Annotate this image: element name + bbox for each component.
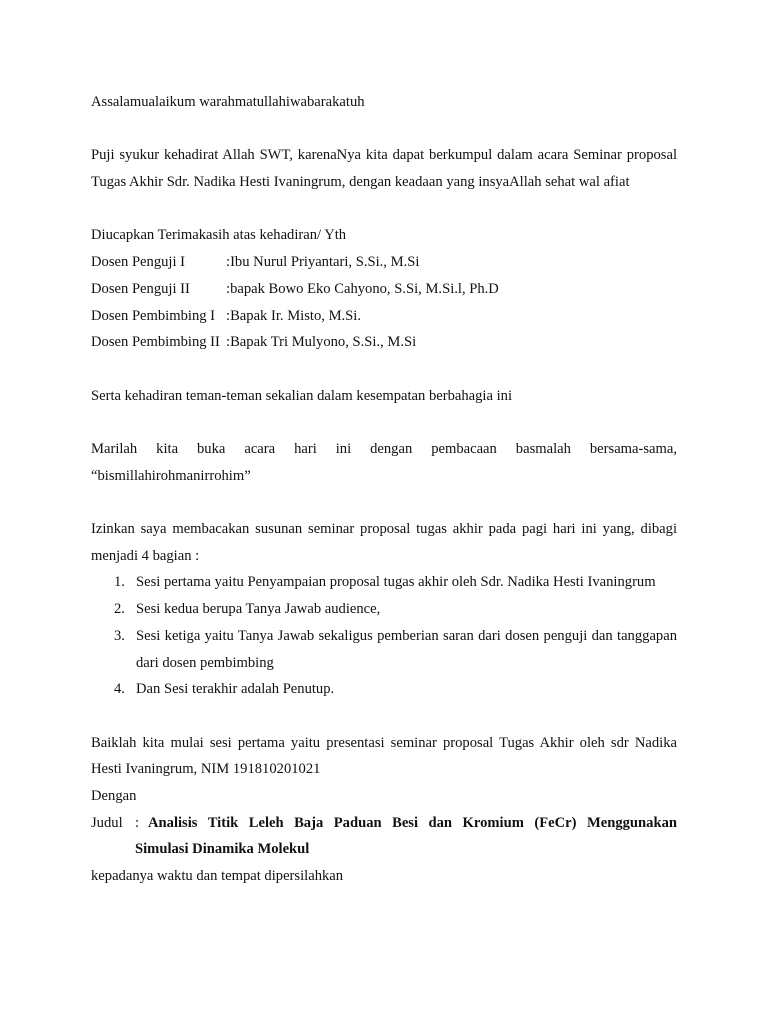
agenda-intro: Izinkan saya membacakan susunan seminar proposal tugas akhir pada pagi hari ini yang, dibagi menjadi 4 bagian : [91,521,677,564]
guest-separator: : [226,280,231,297]
title-label: Judul [91,814,123,831]
list-text: Sesi ketiga yaitu Tanya Jawab sekaligus pemberian saran dari dosen penguji dan tanggapan dari dosen pembimbing [136,627,677,671]
intro-paragraph: Puji syukur kehadirat Allah SWT, karenaNya kita dapat berkumpul dalam acara Seminar proposal Tugas Akhir Sdr. Nadika Hesti Ivaningrum, dengan keadaan yang insyaAllah sehat wal afiat [91,147,677,191]
list-number: 1. [114,574,125,591]
guest-role: Dosen Penguji I [91,254,186,271]
list-item [91,596,677,623]
friends-line: Serta kehadiran teman-teman sekalian dalam kesempatan berbahagia ini [91,387,513,404]
spacer [91,196,677,223]
start-paragraph: Baiklah kita mulai sesi pertama yaitu presentasi seminar proposal Tugas Akhir oleh sdr Nadika Hesti Ivaningrum, NIM 191810201021 [91,734,677,778]
guest-row [91,249,677,276]
document-page [91,89,677,890]
list-item [91,569,677,596]
guest-role: Dosen Pembimbing II [91,334,220,351]
list-number: 4. [114,681,125,698]
list-number: 3. [114,627,125,644]
spacer [91,356,677,383]
thesis-title-line2: Simulasi Dinamika Molekul [135,841,310,858]
greeting: Assalamualaikum warahmatullahiwabarakatuh [91,94,365,110]
guest-role: Dosen Penguji II [91,280,190,297]
list-text: Sesi kedua berupa Tanya Jawab audience, [136,601,381,618]
guest-role: Dosen Pembimbing I [91,307,216,324]
guest-row [91,303,677,330]
basmalah-paragraph: Marilah kita buka acara hari ini dengan pembacaan basmalah bersama-sama, “bismillahirohmanirrohim” [91,440,677,484]
title-colon: : [135,814,140,831]
thesis-title [135,810,677,863]
spacer [91,489,677,516]
list-item [91,676,677,703]
guest-name: bapak Bowo Eko Cahyono, S.Si, M.Si.l, Ph.D [230,280,499,297]
spacer [91,703,677,730]
guest-name: Bapak Tri Mulyono, S.Si., M.Si [230,334,417,351]
session-list [91,569,677,703]
list-item [91,623,677,676]
list-text: Sesi pertama yaitu Penyampaian proposal tugas akhir oleh Sdr. Nadika Hesti Ivaningrum [136,574,656,591]
thesis-title-line1: Analisis Titik Leleh Baja Paduan Besi dan Kromium (FeCr) Menggunakan [148,814,677,831]
guest-separator: : [226,334,231,351]
guest-separator: : [226,307,231,324]
spacer [91,116,677,143]
thanks-line: Diucapkan Terimakasih atas kehadiran/ Yth [91,227,347,244]
guest-row [91,329,677,356]
list-number: 2. [114,601,125,618]
spacer [91,409,677,436]
guest-list [91,249,677,356]
title-block [91,810,677,863]
dengan-line: Dengan [91,788,137,805]
guest-name: Bapak Ir. Misto, M.Si. [230,307,362,324]
closing-line: kepadanya waktu dan tempat dipersilahkan [91,868,344,885]
guest-row [91,276,677,303]
guest-name: Ibu Nurul Priyantari, S.Si., M.Si [230,254,420,271]
guest-separator: : [226,254,231,271]
list-text: Dan Sesi terakhir adalah Penutup. [136,681,335,698]
